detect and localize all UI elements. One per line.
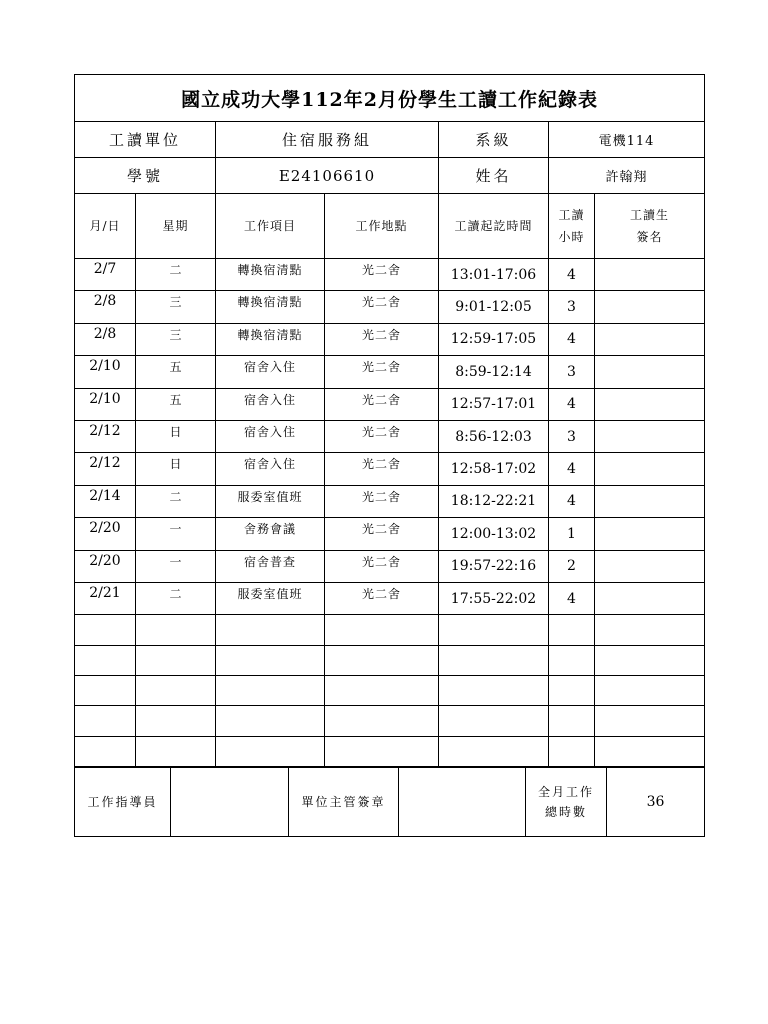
header-location: 工作地點 xyxy=(325,194,439,259)
dept-value: 電機114 xyxy=(549,122,705,158)
header-item: 工作項目 xyxy=(216,194,325,259)
weekday-cell xyxy=(136,736,216,766)
table-row xyxy=(75,518,705,550)
header-date: 月/日 xyxy=(75,194,136,259)
date-cell xyxy=(75,645,136,675)
location-cell xyxy=(325,706,439,736)
signature-cell xyxy=(595,485,705,517)
blank-row xyxy=(75,736,705,766)
work-item-cell xyxy=(216,706,325,736)
time-range-cell xyxy=(439,676,549,706)
time-range-cell: 13:01-17:06 xyxy=(439,259,549,291)
weekday-cell: 三 xyxy=(136,323,216,355)
weekday-cell: 一 xyxy=(136,550,216,582)
weekday-cell: 三 xyxy=(136,291,216,323)
weekday-cell: 五 xyxy=(136,388,216,420)
blank-row xyxy=(75,645,705,675)
date-cell: 2/8 xyxy=(75,323,136,355)
signature-cell xyxy=(595,706,705,736)
table-row xyxy=(75,485,705,517)
blank-row xyxy=(75,706,705,736)
location-cell xyxy=(325,676,439,706)
date-cell: 2/20 xyxy=(75,550,136,582)
signature-cell xyxy=(595,453,705,485)
time-range-cell: 12:00-13:02 xyxy=(439,518,549,550)
date-cell: 2/10 xyxy=(75,388,136,420)
location-cell: 光二舍 xyxy=(325,291,439,323)
signature-cell xyxy=(595,676,705,706)
date-cell xyxy=(75,615,136,645)
hours-cell xyxy=(549,645,595,675)
work-item-cell: 宿舍入住 xyxy=(216,420,325,452)
date-cell: 2/10 xyxy=(75,356,136,388)
date-cell: 2/12 xyxy=(75,420,136,452)
student-id-label: 學號 xyxy=(75,158,216,194)
work-item-cell: 宿舍入住 xyxy=(216,388,325,420)
supervisor-signature-box xyxy=(171,768,289,837)
work-item-cell xyxy=(216,645,325,675)
date-cell xyxy=(75,736,136,766)
weekday-cell xyxy=(136,615,216,645)
unit-head-label: 單位主管簽章 xyxy=(289,768,399,837)
signature-cell xyxy=(595,388,705,420)
work-item-cell xyxy=(216,676,325,706)
hours-cell: 2 xyxy=(549,550,595,582)
table-row xyxy=(75,388,705,420)
signature-cell xyxy=(595,323,705,355)
table-row xyxy=(75,323,705,355)
location-cell: 光二舍 xyxy=(325,420,439,452)
date-cell: 2/20 xyxy=(75,518,136,550)
time-range-cell: 12:57-17:01 xyxy=(439,388,549,420)
unit-value: 住宿服務組 xyxy=(216,122,439,158)
location-cell: 光二舍 xyxy=(325,388,439,420)
weekday-cell: 二 xyxy=(136,485,216,517)
hours-cell: 4 xyxy=(549,453,595,485)
location-cell xyxy=(325,645,439,675)
time-range-cell: 9:01-12:05 xyxy=(439,291,549,323)
supervisor-label: 工作指導員 xyxy=(75,768,171,837)
hours-cell: 4 xyxy=(549,323,595,355)
signature-cell xyxy=(595,291,705,323)
hours-cell xyxy=(549,615,595,645)
student-id-value: E24106610 xyxy=(216,158,439,194)
table-row xyxy=(75,550,705,582)
location-cell: 光二舍 xyxy=(325,259,439,291)
work-item-cell: 宿舍入住 xyxy=(216,356,325,388)
dept-label: 系級 xyxy=(439,122,549,158)
header-hours-line2: 小時 xyxy=(558,230,585,244)
location-cell: 光二舍 xyxy=(325,582,439,614)
table-row xyxy=(75,420,705,452)
location-cell: 光二舍 xyxy=(325,485,439,517)
time-range-cell xyxy=(439,645,549,675)
header-signature xyxy=(595,194,705,259)
header-signature-line1: 工讀生 xyxy=(630,208,670,222)
work-record-table xyxy=(74,74,705,767)
hours-cell: 3 xyxy=(549,356,595,388)
work-item-cell: 轉換宿清點 xyxy=(216,291,325,323)
hours-cell xyxy=(549,676,595,706)
weekday-cell xyxy=(136,645,216,675)
work-item-cell: 轉換宿清點 xyxy=(216,259,325,291)
blank-row xyxy=(75,676,705,706)
date-cell: 2/14 xyxy=(75,485,136,517)
header-hours-line1: 工讀 xyxy=(558,208,585,222)
weekday-cell xyxy=(136,676,216,706)
weekday-cell: 日 xyxy=(136,453,216,485)
date-cell xyxy=(75,676,136,706)
work-item-cell: 服委室值班 xyxy=(216,582,325,614)
signature-cell xyxy=(595,645,705,675)
weekday-cell xyxy=(136,706,216,736)
time-range-cell xyxy=(439,615,549,645)
signature-cell xyxy=(595,615,705,645)
hours-cell: 4 xyxy=(549,485,595,517)
location-cell: 光二舍 xyxy=(325,323,439,355)
unit-head-signature-box xyxy=(399,768,526,837)
time-range-cell: 8:59-12:14 xyxy=(439,356,549,388)
time-range-cell xyxy=(439,736,549,766)
work-item-cell: 宿舍普查 xyxy=(216,550,325,582)
weekday-cell: 日 xyxy=(136,420,216,452)
weekday-cell: 五 xyxy=(136,356,216,388)
blank-row xyxy=(75,615,705,645)
signature-footer xyxy=(74,767,705,837)
hours-cell: 4 xyxy=(549,582,595,614)
total-hours-value: 36 xyxy=(607,768,705,837)
table-row xyxy=(75,582,705,614)
time-range-cell: 12:58-17:02 xyxy=(439,453,549,485)
header-time: 工讀起訖時間 xyxy=(439,194,549,259)
signature-cell xyxy=(595,356,705,388)
signature-cell xyxy=(595,736,705,766)
signature-cell xyxy=(595,550,705,582)
time-range-cell: 12:59-17:05 xyxy=(439,323,549,355)
location-cell: 光二舍 xyxy=(325,453,439,485)
date-cell: 2/12 xyxy=(75,453,136,485)
time-range-cell: 19:57-22:16 xyxy=(439,550,549,582)
location-cell: 光二舍 xyxy=(325,356,439,388)
table-row xyxy=(75,291,705,323)
hours-cell: 4 xyxy=(549,259,595,291)
date-cell: 2/7 xyxy=(75,259,136,291)
hours-cell: 4 xyxy=(549,388,595,420)
work-item-cell xyxy=(216,615,325,645)
signature-cell xyxy=(595,518,705,550)
unit-label: 工讀單位 xyxy=(75,122,216,158)
location-cell xyxy=(325,736,439,766)
weekday-cell: 二 xyxy=(136,582,216,614)
header-signature-line2: 簽名 xyxy=(636,230,663,244)
time-range-cell xyxy=(439,706,549,736)
date-cell xyxy=(75,706,136,736)
date-cell: 2/8 xyxy=(75,291,136,323)
table-row xyxy=(75,453,705,485)
hours-cell xyxy=(549,736,595,766)
work-item-cell: 服委室值班 xyxy=(216,485,325,517)
hours-cell: 1 xyxy=(549,518,595,550)
record-rows xyxy=(75,259,705,767)
signature-cell xyxy=(595,259,705,291)
signature-cell xyxy=(595,420,705,452)
total-hours-label-line1: 全月工作 xyxy=(537,785,594,799)
total-hours-label xyxy=(526,768,607,837)
date-cell: 2/21 xyxy=(75,582,136,614)
total-hours-label-line2: 總時數 xyxy=(544,805,587,819)
location-cell xyxy=(325,615,439,645)
name-label: 姓名 xyxy=(439,158,549,194)
header-weekday: 星期 xyxy=(136,194,216,259)
hours-cell: 3 xyxy=(549,420,595,452)
name-value: 許翰翔 xyxy=(549,158,705,194)
work-item-cell xyxy=(216,736,325,766)
signature-cell xyxy=(595,582,705,614)
weekday-cell: 二 xyxy=(136,259,216,291)
table-row xyxy=(75,356,705,388)
location-cell: 光二舍 xyxy=(325,518,439,550)
header-hours xyxy=(549,194,595,259)
weekday-cell: 一 xyxy=(136,518,216,550)
form-title: 國立成功大學112年2月份學生工讀工作紀錄表 xyxy=(75,75,705,122)
time-range-cell: 8:56-12:03 xyxy=(439,420,549,452)
time-range-cell: 17:55-22:02 xyxy=(439,582,549,614)
location-cell: 光二舍 xyxy=(325,550,439,582)
hours-cell xyxy=(549,706,595,736)
work-item-cell: 舍務會議 xyxy=(216,518,325,550)
work-item-cell: 轉換宿清點 xyxy=(216,323,325,355)
table-row xyxy=(75,259,705,291)
time-range-cell: 18:12-22:21 xyxy=(439,485,549,517)
hours-cell: 3 xyxy=(549,291,595,323)
work-item-cell: 宿舍入住 xyxy=(216,453,325,485)
